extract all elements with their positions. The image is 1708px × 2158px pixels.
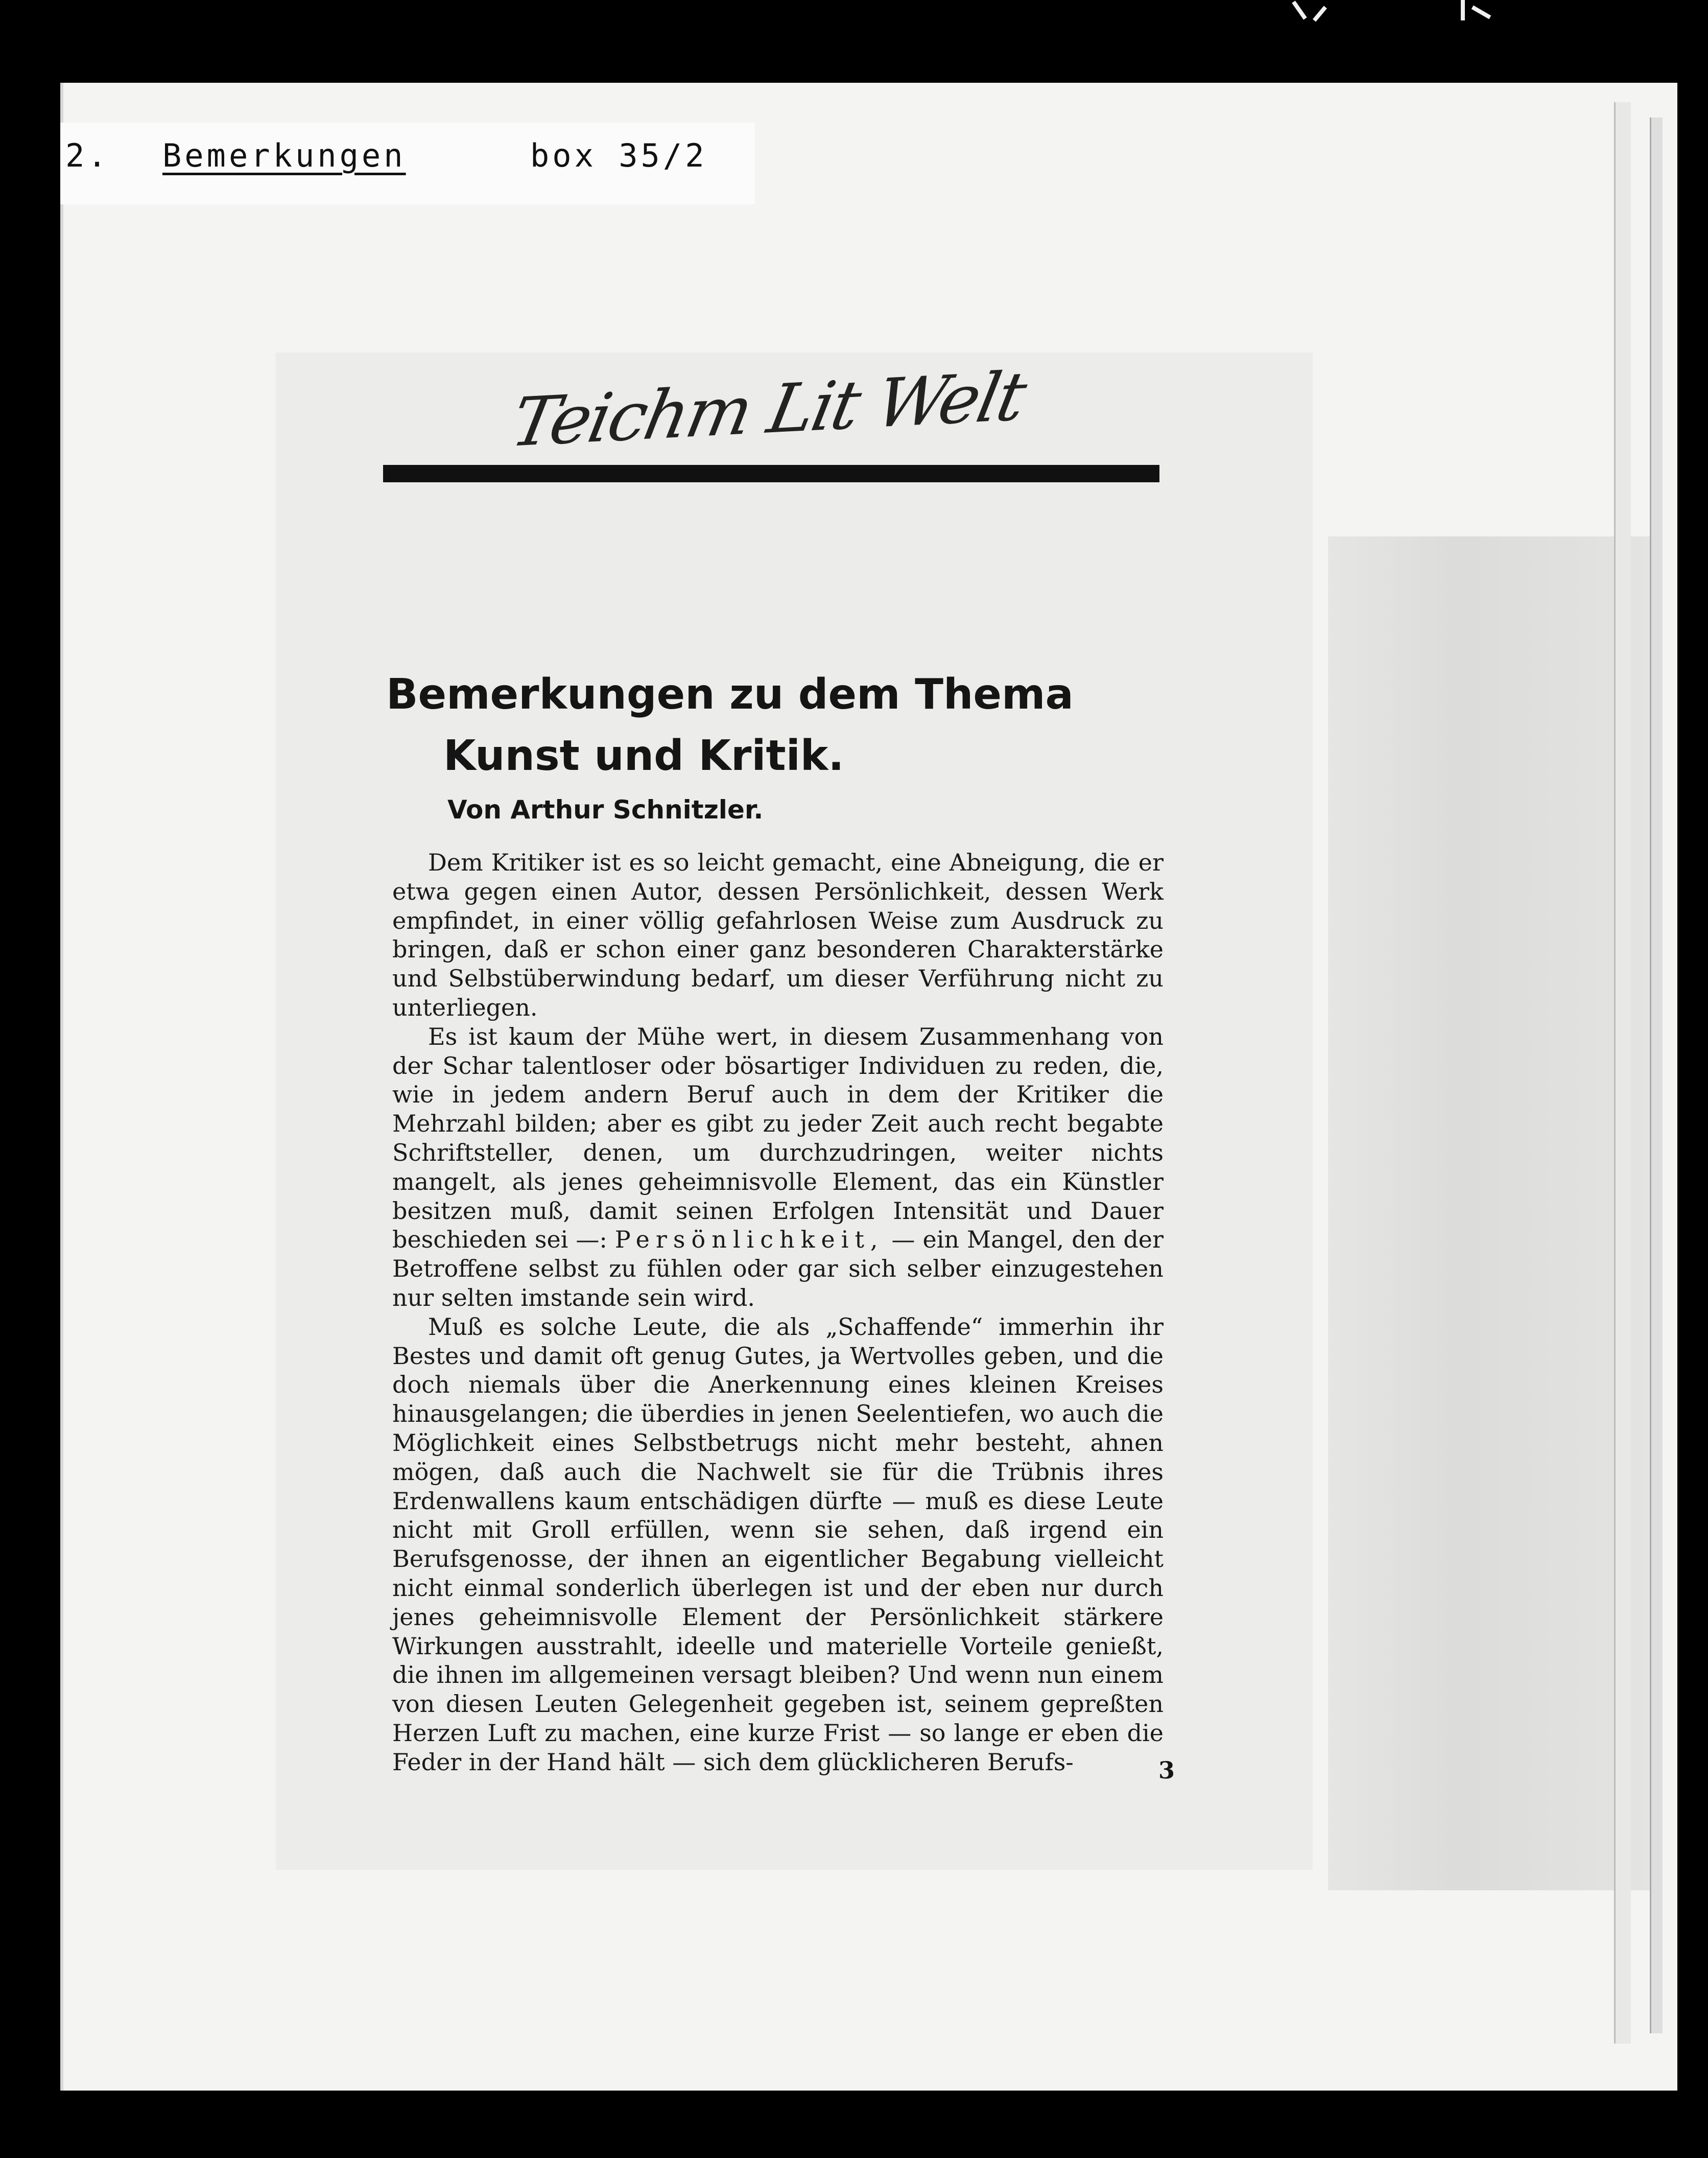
paragraph-3: Muß es solche Leute, die als „Schaffende“ immerhin ihr Bestes und damit oft genug Gutes, ja Wertvolles geben, und die doch niemals über die Anerkennung eines kleinen Kreises hinausgelangen; die überdies in jenen Seelentiefen, wo auch die Möglichkeit eines Selbstbetrugs nicht mehr besteht, ahnen mögen, daß auch die Nachwelt sie für die Trübnis ihres Erdenwallens kaum entschädigen dürfte — muß es diese Leute nicht mit Groll erfüllen, wenn sie sehen, daß irgend ein Berufsgenosse, der ihnen an eigentlicher Begabung vielleicht nicht einmal sonderlich überlegen ist und der eben nur durch jenes geheimnisvolle Element der Persönlichkeit stärkere Wirkungen ausstrahlt, ideelle und materielle Vorteile genießt, die ihnen im allgemeinen versagt bleiben? Und wenn nun einem von diesen Leuten Gelegenheit gegeben ist, seinem gepreßten Herzen Luft zu machen, eine kurze Frist — so lange er eben die Feder in der Hand hält — sich dem glücklicheren Berufs-	[392, 1312, 1164, 1776]
article-byline: Von Arthur Schnitzler.	[447, 795, 764, 825]
article-title-line2: Kunst und Kritik.	[443, 732, 844, 780]
page-number: 3	[1158, 1756, 1175, 1784]
article-body	[392, 848, 1164, 1777]
page-edge	[1614, 102, 1631, 2044]
archive-label-title: Bemerkungen	[162, 137, 406, 174]
handwritten-note: Teichm Lit Welt	[505, 357, 1031, 462]
article-title-line1: Bemerkungen zu dem Thema	[386, 670, 1074, 719]
page-edge	[1650, 118, 1663, 2033]
paragraph-1: Dem Kritiker ist es so leicht gemacht, eine Abneigung, die er etwa gegen einen Autor, dessen Persönlichkeit, dessen Werk empfindet, in einer völlig gefahrlosen Weise zum Ausdruck zu bringen, daß er schon einer ganz besonderen Charakterstärke und Selbstüberwindung bedarf, um dieser Verführung nicht zu unterliegen.	[392, 849, 1164, 1021]
archive-label-number: 2.	[65, 137, 110, 174]
film-mark	[1292, 1, 1307, 19]
article-headline	[386, 664, 1074, 833]
page-shadow	[1328, 536, 1655, 1890]
paragraph-2	[392, 1022, 1164, 1312]
header-rule	[383, 465, 1159, 482]
film-mark	[1472, 6, 1491, 19]
archive-label	[65, 137, 707, 174]
paragraph-2-emphasis: Persönlichkeit,	[614, 1226, 884, 1254]
film-mark	[1461, 0, 1465, 20]
film-mark	[1313, 6, 1327, 21]
archive-label-box: box 35/2	[530, 137, 707, 174]
paragraph-2-start: Es ist kaum der Mühe wert, in diesem Zusammenhang von der Schar talentloser oder bösartiger Individuen zu reden, die, wie in jedem andern Beruf auch in dem der Kritiker die Mehrzahl bilden; aber es gibt zu jeder Zeit auch recht begabte Schriftsteller, denen, um durchzudringen, weiter nichts mangelt, als jenes geheimnisvolle Element, das ein Künstler besitzen muß, damit seinen Erfolgen Intensität und Dauer beschieden sei —:	[392, 1022, 1164, 1254]
paragraph-2-end: — ein Mangel, den der Betroffene selbst zu fühlen oder gar sich selber einzugestehen nur selten imstande sein wird.	[392, 1226, 1164, 1311]
